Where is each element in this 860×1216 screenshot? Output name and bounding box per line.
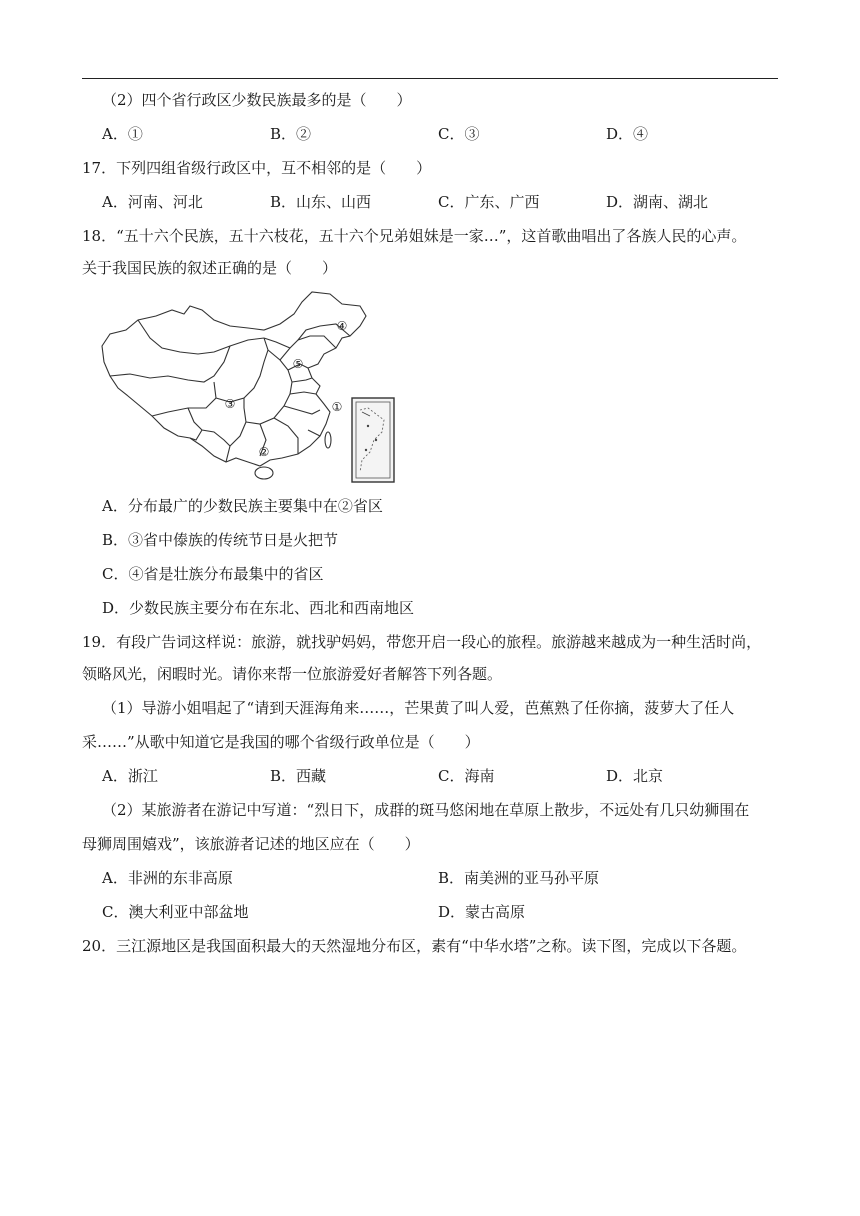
q16-option-d[interactable]: D．④ bbox=[606, 125, 649, 143]
china-map-svg bbox=[98, 290, 398, 486]
q19-sub2-option-d[interactable]: D．蒙古高原 bbox=[438, 903, 526, 921]
map-label-5: ⑤ bbox=[292, 357, 304, 371]
q16-option-c[interactable]: C．③ bbox=[438, 125, 480, 143]
q18-stem-line1: 18．“五十六个民族，五十六枝花，五十六个兄弟姐妹是一家…”，这首歌曲唱出了各族人民的心声。 bbox=[82, 227, 747, 245]
q19-sub1-option-d[interactable]: D．北京 bbox=[606, 767, 664, 785]
q19-stem-line2: 领略风光，闲暇时光。请你来帮一位旅游爱好者解答下列各题。 bbox=[82, 665, 503, 683]
header-rule bbox=[82, 78, 778, 79]
q16-option-b[interactable]: B．② bbox=[270, 125, 312, 143]
q19-sub2-line2: 母狮周围嬉戏”，该旅游者记述的地区应在（ ） bbox=[82, 835, 420, 853]
china-map-figure bbox=[98, 290, 398, 486]
q19-sub2-option-b[interactable]: B．南美洲的亚马孙平原 bbox=[438, 869, 600, 887]
q19-sub2-line1: （2）某旅游者在游记中写道：“烈日下，成群的斑马悠闲地在草原上散步，不远处有几只幼狮围在 bbox=[102, 801, 750, 819]
q18-option-b[interactable]: B．③省中傣族的传统节日是火把节 bbox=[102, 531, 339, 549]
q19-sub1-option-a[interactable]: A．浙江 bbox=[102, 767, 158, 785]
map-label-3: ③ bbox=[224, 397, 236, 411]
q16-sub2-stem: （2）四个省行政区少数民族最多的是（ ） bbox=[102, 91, 412, 109]
q19-sub1-line1: （1）导游小姐唱起了“请到天涯海角来……，芒果黄了叫人爱，芭蕉熟了任你摘，菠萝大了任人 bbox=[102, 699, 735, 717]
map-label-2: ② bbox=[258, 445, 270, 459]
q20-stem: 20．三江源地区是我国面积最大的天然湿地分布区，素有“中华水塔”之称。读下图，完成以下各题。 bbox=[82, 937, 747, 955]
q17-option-c[interactable]: C．广东、广西 bbox=[438, 193, 540, 211]
q19-sub1-option-c[interactable]: C．海南 bbox=[438, 767, 495, 785]
q19-stem-line1: 19．有段广告词这样说：旅游，就找驴妈妈，带您开启一段心的旅程。旅游越来越成为一种生活时尚， bbox=[82, 633, 762, 651]
q19-sub2-option-c[interactable]: C．澳大利亚中部盆地 bbox=[102, 903, 249, 921]
q17-option-a[interactable]: A．河南、河北 bbox=[102, 193, 203, 211]
q18-stem-line2: 关于我国民族的叙述正确的是（ ） bbox=[82, 259, 338, 277]
q17-option-d[interactable]: D．湖南、湖北 bbox=[606, 193, 709, 211]
q18-option-c[interactable]: C．④省是壮族分布最集中的省区 bbox=[102, 565, 324, 583]
map-label-1: ① bbox=[331, 400, 343, 414]
q18-option-d[interactable]: D．少数民族主要分布在东北、西北和西南地区 bbox=[102, 599, 415, 617]
q17-stem: 17．下列四组省级行政区中，互不相邻的是（ ） bbox=[82, 159, 432, 177]
map-label-4: ④ bbox=[336, 319, 348, 333]
q16-option-a[interactable]: A．① bbox=[102, 125, 143, 143]
q17-option-b[interactable]: B．山东、山西 bbox=[270, 193, 372, 211]
q19-sub1-line2: 采……”从歌中知道它是我国的哪个省级行政单位是（ ） bbox=[82, 733, 480, 751]
south-china-sea-inset bbox=[352, 398, 394, 482]
q18-option-a[interactable]: A．分布最广的少数民族主要集中在②省区 bbox=[102, 497, 383, 515]
q19-sub2-option-a[interactable]: A．非洲的东非高原 bbox=[102, 869, 233, 887]
q19-sub1-option-b[interactable]: B．西藏 bbox=[270, 767, 327, 785]
